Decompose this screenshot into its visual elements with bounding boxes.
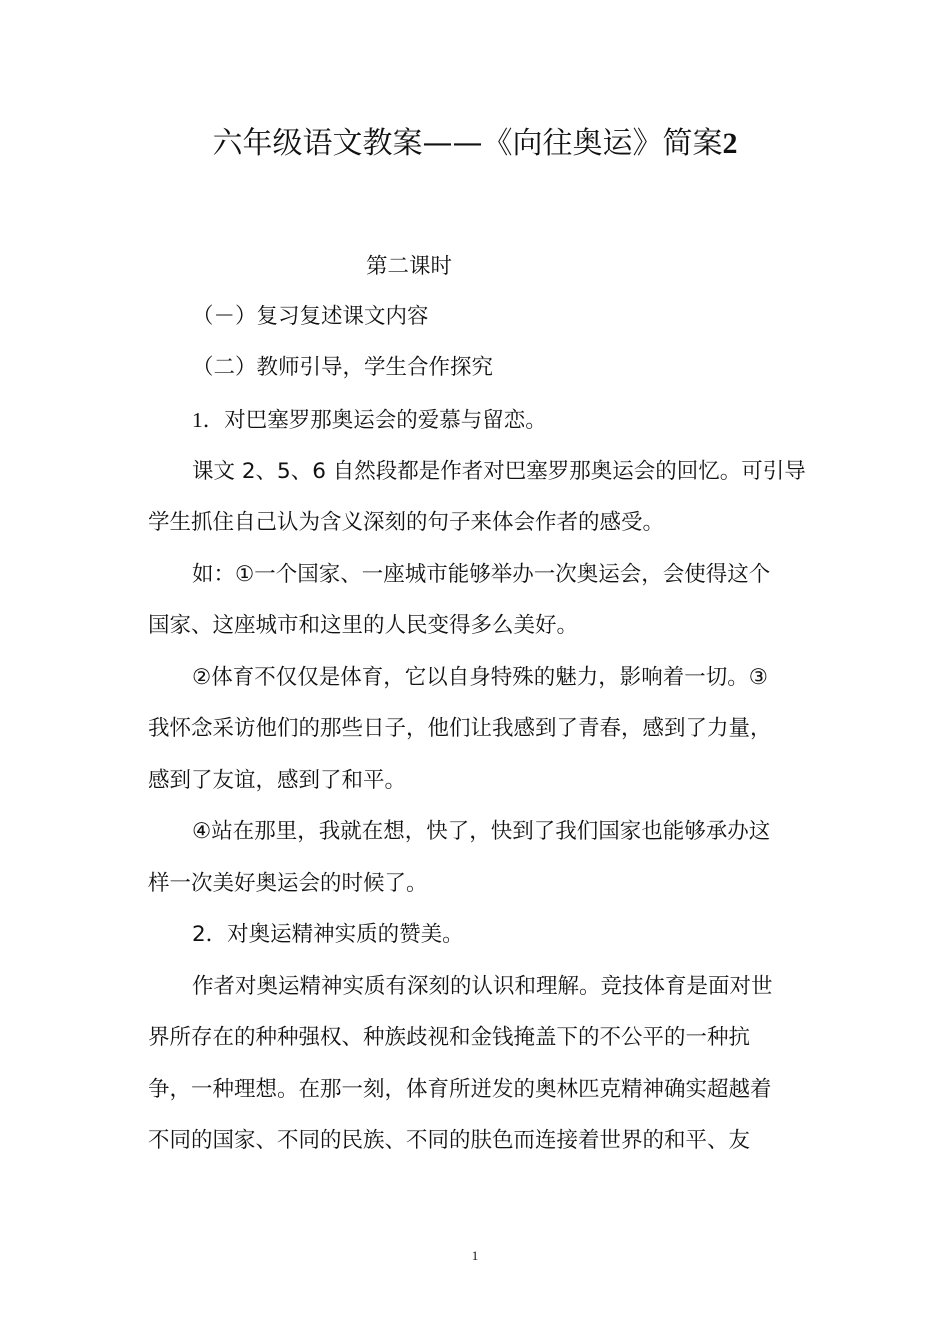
paragraph-line: 不同的国家、不同的民族、不同的肤色而连接着世界的和平、友	[148, 1128, 751, 1153]
page-number: 1	[471, 1248, 479, 1263]
paragraph-line: （二）教师引导，学生合作探究	[192, 355, 494, 380]
paragraph-line: 学生抓住自己认为含义深刻的句子来体会作者的感受。	[148, 510, 665, 535]
paragraph-line: （－）复习复述课文内容	[192, 304, 429, 329]
paragraph-line: 课文 2、5、6 自然段都是作者对巴塞罗那奥运会的回忆。可引导	[192, 459, 806, 484]
title-text: 六年级语文教案——《向往奥运》简案	[212, 126, 723, 161]
paragraph-line: 2．对奥运精神实质的赞美。	[192, 922, 464, 947]
paragraph-line: 1．对巴塞罗那奥运会的爱慕与留恋。	[192, 408, 547, 432]
paragraph-line: 作者对奥运精神实质有深刻的认识和理解。竞技体育是面对世	[192, 974, 773, 999]
paragraph-line: 感到了友谊，感到了和平。	[148, 768, 407, 793]
paragraph-line: 如：①一个国家、一座城市能够举办一次奥运会，会使得这个	[192, 562, 771, 587]
paragraph-line: ④站在那里，我就在想，快了，快到了我们国家也能够承办这	[192, 819, 771, 844]
document-title	[0, 120, 950, 168]
paragraph-line: 界所存在的种种强权、种族歧视和金钱掩盖下的不公平的一种抗	[148, 1025, 751, 1050]
paragraph-line: 国家、这座城市和这里的人民变得多么美好。	[148, 613, 579, 638]
paragraph-line: 争，一种理想。在那一刻，体育所迸发的奥林匹克精神确实超越着	[148, 1077, 772, 1102]
paragraph-line: 样一次美好奥运会的时候了。	[148, 871, 428, 896]
paragraph-line: ②体育不仅仅是体育，它以自身特殊的魅力，影响着一切。③	[192, 665, 769, 690]
paragraph-line: 我怀念采访他们的那些日子，他们让我感到了青春，感到了力量，	[148, 716, 772, 741]
section-heading: 第二课时	[365, 254, 452, 279]
title-number: 2	[722, 127, 738, 160]
